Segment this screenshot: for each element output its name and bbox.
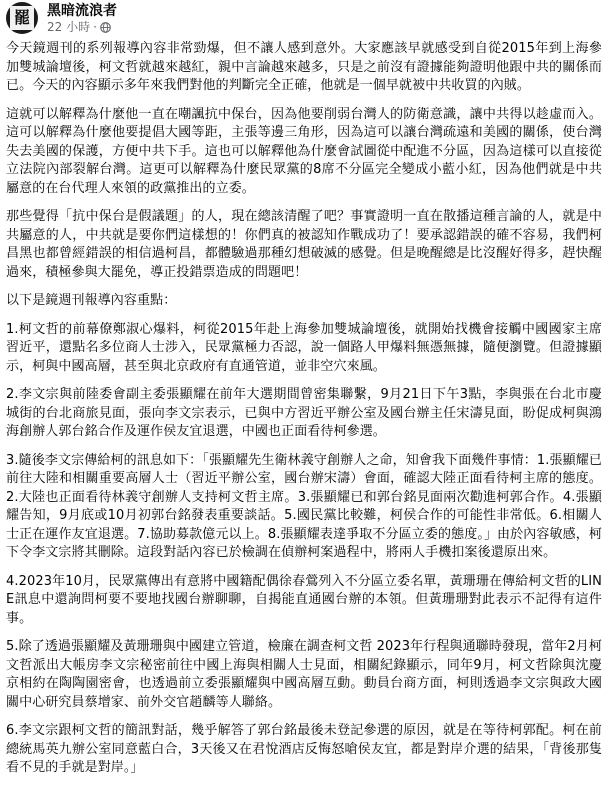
avatar-logo: 罷: [10, 6, 34, 30]
post-body: [6, 40, 602, 788]
post-paragraph-8: 4.2023年10月，民眾黨傳出有意將中國籍配偶徐春鶯列入不分區立委名單，黃珊珊在傳給柯文哲的LINE訊息中還詢問柯要不要地找國台辦聊聊，自揭能直通國台辦的本領。但黃珊珊對此表示不記得有這件事。: [6, 573, 602, 626]
avatar[interactable]: [6, 2, 38, 34]
post-paragraph-7: 3.隨後李文宗傳給柯的訊息如下：「張顯耀先生衛林義守創辦人之命，知會我下面幾件事情：1.張顯耀已前往大陸和相關重要高層人士（習近平辦公室，國台辦宋濤）會面，確認大陸正面看待柯主席的態度。2.大陸也正面看待林義守創辦人支持柯文哲主席。3.張顯耀已和郭台銘見面兩次勸進柯郭合作。4.張顯耀告知，9月底或10月初郭台銘發表重要談話。5.國民黨比較難，柯侯合作的可能性非常低。6.相關人士正在運作友宜退選。7.協助募款億元以上。8.張顯耀表達爭取不分區立委的態度。」由於內容敏感，柯下令李文宗將其刪除。這段對話內容已於檢調在偵辦柯案過程中，將兩人手機扣案後還原出來。: [6, 452, 602, 560]
post-paragraph-4: 以下是鏡週刊報導內容重點：: [6, 293, 177, 308]
post-paragraph-2: 這就可以解釋為什麼他一直在嘲諷抗中保台，因為他要削弱台灣人的防衛意識，讓中共得以趁虛而入。這可以解釋為什麼他要提倡大國等距，主張等邊三角形，因為這可以讓台灣疏遠和美國的關係，使台灣失去美國的保護，方便中共下手。這也可以解釋他為什麼會試圖從中配進不分區，因為這樣可以直接從立法院內部裂解台灣。這更可以解釋為什麼民眾黨的8席不分區完全變成小藍小紅，因為他們就是中共屬意的在台代理人來領的政黨推出的立委。: [6, 106, 602, 196]
post-paragraph-1: 今天鏡週刊的系列報導內容非常勁爆，但不讓人感到意外。大家應該早就感受到自從2015年到上海參加雙城論壇後，柯文哲就越來越紅，親中言論越來越多，只是之前沒有證據能夠證明他跟中共的關係而已。今天的內容顯示多年來我們對他的判斷完全正確，他就是一個早就被中共收買的內賊。: [6, 41, 602, 93]
post-paragraph-3: 那些覺得「抗中保台是假議題」的人，現在總該清醒了吧？事實證明一直在散播這種言論的人，就是中共屬意的人，中共就是要你們這樣想的！你們真的被認知作戰成功了！要承認錯誤的確不容易，我們柯昌黑也都曾經錯誤的相信過柯昌，都體驗過那種幻想破滅的感覺。但是晚醒總是比沒醒好得多，趕快醒過來，積極參與大罷免，導正投錯票造成的問題吧！: [6, 209, 602, 280]
post-meta: [47, 20, 111, 34]
post-header: [6, 2, 602, 36]
post-paragraph-6: 2.李文宗與前陸委會副主委張顯耀在前年大選期間曾密集聯繫，9月21日下午3點，李與張在台北市慶城街的台北商旅見面，張向李文宗表示，已與中方習近平辦公室及國台辦主任宋濤見面，盼促成柯與鴻海創辦人郭台銘合作及運作侯友宜退選，中國也正面看待柯參選。: [6, 387, 602, 439]
post-paragraph-5: 1.柯文哲的前幕僚鄭淑心爆料，柯從2015年赴上海參加雙城論壇後，就開始找機會接觸中國國家主席習近平，還點名多位商人士涉入，民眾黨極力否認，說一個路人甲爆料無憑無據，隨便瀏覽。但證據顯示，柯與中國高層，甚至與北京政府有直通管道，並非空穴來風。: [6, 321, 602, 374]
post-time[interactable]: 22 小時: [47, 20, 91, 34]
post-paragraph-9: 5.除了透過張顯耀及黃珊珊與中國建立管道，檢廉在調查柯文哲 2023年行程與通聯時發現，當年2月柯文哲派出大帳房李文宗秘密前往中國上海與相關人士見面，相關紀錄顯示，同年9月，柯文哲除與沈慶京相約在陶陶園密會，也透過前立委張顯耀與中國高層互動。動員台商方面，柯則透過李文宗與政大國關中心研究員蔡增家、前外交官趙麟等人聯絡。: [6, 639, 602, 710]
author-name[interactable]: 黑暗流浪者: [47, 3, 117, 19]
post-paragraph-10: 6.李文宗跟柯文哲的簡訊對話，幾乎解答了郭台銘最後未登記參選的原因，就是在等待柯郭配。柯在前總統馬英九辦公室同意藍白合，3天後又在君悅酒店反悔怒嗆侯友宜，都是對岸介選的結果，「背後那隻看不見的手就是對岸。」: [6, 723, 602, 775]
meta-separator: ·: [93, 20, 97, 34]
globe-icon[interactable]: [100, 22, 111, 33]
